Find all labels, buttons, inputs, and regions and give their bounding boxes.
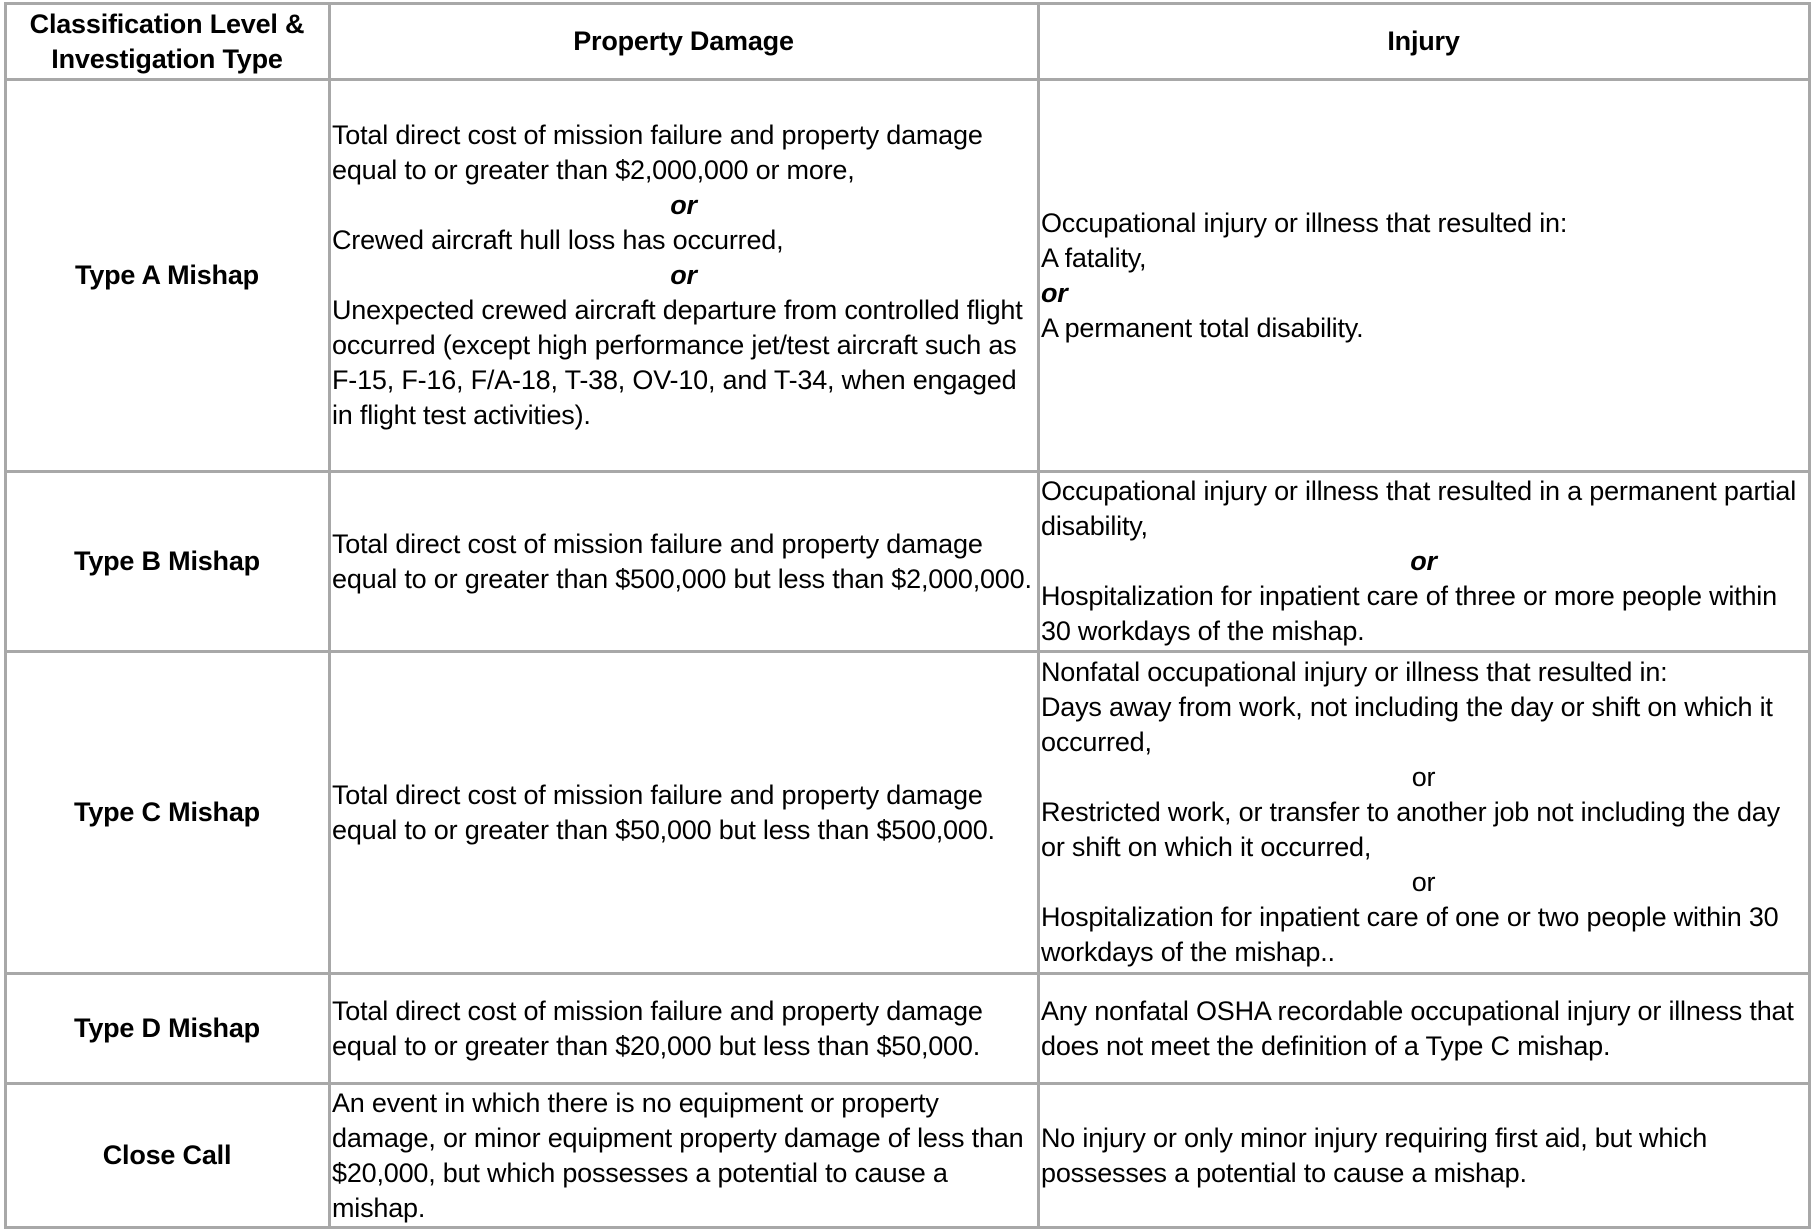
mishap-classification-table [4, 2, 1811, 1229]
table-row [6, 1084, 1810, 1228]
criterion-text: No injury or only minor injury requiring first aid, but which possesses a potential to cause a mishap. [1041, 1122, 1708, 1188]
or-separator: or [1041, 277, 1068, 308]
or-separator: or [670, 190, 697, 220]
classification-cell: Close Call [6, 1084, 330, 1228]
classification-cell: Type A Mishap [6, 80, 330, 472]
property-damage-cell [330, 652, 1039, 974]
criterion-text: Hospitalization for inpatient care of three or more people within 30 workdays of the mishap. [1041, 581, 1777, 646]
criterion-text: Crewed aircraft hull loss has occurred, [332, 225, 784, 255]
classification-cell: Type B Mishap [6, 472, 330, 652]
injury-cell [1039, 652, 1810, 974]
header-classification: Classification Level & Investigation Type [6, 4, 330, 80]
criterion-text: Restricted work, or transfer to another job not including the day or shift on which it occurred, [1041, 797, 1780, 862]
criterion-text: Total direct cost of mission failure and property damage equal to or greater than $500,000 but less than $2,000,000. [332, 528, 1032, 594]
criterion-text: Days away from work, not including the day or shift on which it occurred, [1041, 692, 1773, 757]
or-separator: or [1411, 762, 1436, 792]
or-separator: or [1410, 546, 1437, 576]
criterion-text: A permanent total disability. [1041, 312, 1364, 343]
or-separator: or [670, 260, 697, 290]
header-row [6, 4, 1810, 80]
property-damage-cell [330, 472, 1039, 652]
criterion-text: Total direct cost of mission failure and property damage equal to or greater than $20,000 but less than $50,000. [332, 995, 983, 1061]
criterion-text: Nonfatal occupational injury or illness that resulted in: [1041, 657, 1668, 687]
table-row [6, 974, 1810, 1084]
property-damage-cell [330, 1084, 1039, 1228]
criterion-text: Occupational injury or illness that resulted in a permanent partial disability, [1041, 476, 1797, 541]
header-property-damage: Property Damage [330, 4, 1039, 80]
or-separator: or [1411, 867, 1436, 897]
table-row [6, 652, 1810, 974]
criterion-text: An event in which there is no equipment or property damage, or minor equipment property damage of less than $20,000, but which possesses a potential to cause a mishap. [332, 1087, 1024, 1223]
property-damage-cell [330, 80, 1039, 472]
classification-cell: Type D Mishap [6, 974, 330, 1084]
table-row [6, 80, 1810, 472]
criterion-text: Occupational injury or illness that resulted in: [1041, 207, 1568, 238]
criterion-text: A fatality, [1041, 242, 1147, 273]
criterion-text: Any nonfatal OSHA recordable occupational injury or illness that does not meet the definition of a Type C mishap. [1041, 995, 1794, 1061]
injury-cell [1039, 472, 1810, 652]
injury-cell [1039, 974, 1810, 1084]
classification-cell: Type C Mishap [6, 652, 330, 974]
criterion-text: Total direct cost of mission failure and property damage equal to or greater than $50,000 but less than $500,000. [332, 779, 995, 845]
injury-cell [1039, 1084, 1810, 1228]
property-damage-cell [330, 974, 1039, 1084]
table-row [6, 472, 1810, 652]
criterion-text: Unexpected crewed aircraft departure from controlled flight occurred (except high performance jet/test aircraft such as F-15, F-16, F/A-18, T-38, OV-10, and T-34, when engaged in flight test activities). [332, 295, 1023, 430]
criterion-text: Total direct cost of mission failure and property damage equal to or greater than $2,000,000 or more, [332, 120, 983, 185]
criterion-text: Hospitalization for inpatient care of one or two people within 30 workdays of the mishap.. [1041, 902, 1779, 967]
header-injury: Injury [1039, 4, 1810, 80]
injury-cell [1039, 80, 1810, 472]
